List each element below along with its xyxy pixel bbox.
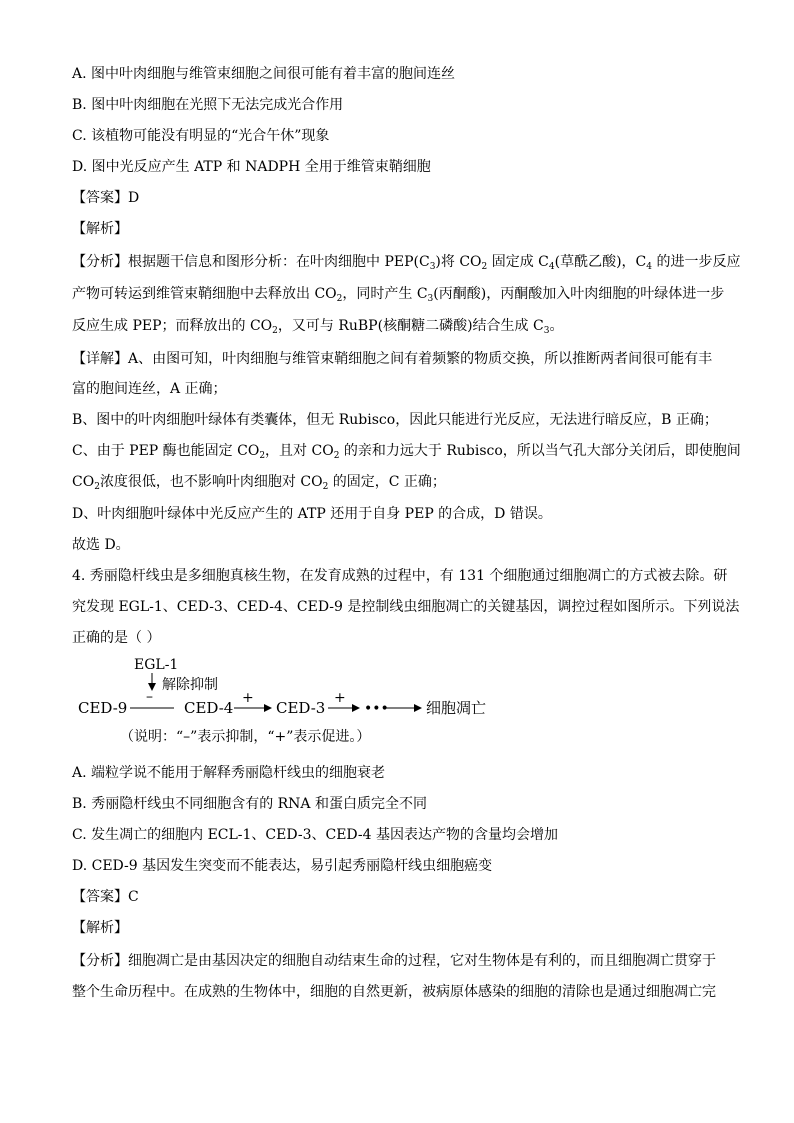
q3-analysis-label: 【解析】 [72,221,128,237]
text: ，又可与 RuBP(核酮糖二磷酸)结合生成 C [277,318,544,334]
text: ，且对 CO [265,443,334,459]
text: C、由于 PEP 酶也能固定 CO [72,443,260,459]
q3-detail-a-line-1 [72,349,712,369]
text: ，同时产生 C [342,286,428,302]
fenxi-label: 【分析】 [72,953,128,969]
q3-option-a: A. 图中叶肉细胞与维管束细胞之间很可能有着丰富的胞间连丝 [72,66,456,82]
egl1-label: EGL-1 [134,657,179,673]
subscript: 3 [429,262,436,272]
text: 固定成 C [487,254,549,270]
ced3-to-dots-arrow-head [352,704,360,712]
text: 的固定，C 正确； [328,474,446,490]
q4-stem-line-1: 4. 秀丽隐杆线虫是多细胞真核生物，在发育成熟的过程中，有 131 个细胞通过细胞凋亡的方式被去除。研 [72,568,728,584]
remove-inhibit-label: 解除抑制 [162,677,218,693]
q3-answer [72,188,139,208]
text: 产物可转运到维管束鞘细胞中去释放出 CO [72,286,337,302]
text: (草酰乙酸)，C [554,254,647,270]
plus-sign-1: + [242,690,254,706]
fenxi-label: 【分析】 [72,254,128,270]
plus-sign-2: + [334,690,346,706]
subscript: 2 [259,451,266,461]
subscript: 4 [646,262,652,272]
q3-detail-a-line-2: 富的胞间连丝，A 正确； [72,381,227,397]
subscript: 2 [481,262,488,272]
q4-stem-line-3: 正确的是（ ） [72,630,161,646]
text: CO [72,474,95,490]
q3-detail-d: D、叶肉细胞叶绿体中光反应产生的 ATP 还用于自身 PEP 的合成，D 错误。 [72,506,552,522]
ced3-label: CED-3 [276,699,326,717]
answer-label: 【答案】 [72,190,128,206]
q3-fenxi-line-1 [72,252,740,272]
subscript: 2 [322,482,329,492]
subscript: 4 [548,262,555,272]
text: 。 [549,318,564,334]
minus-sign: – [146,689,153,705]
diagram-note: （说明：“–”表示抑制，“+”表示促进。） [120,729,371,745]
subscript: 2 [94,482,100,492]
subscript: 2 [272,326,278,336]
text: )将 CO [435,254,482,270]
q3-option-c: C. 该植物可能没有明显的“光合午休”现象 [72,128,330,144]
q3-detail-c-line-1 [72,441,741,461]
text: 根据题干信息和图形分析：在叶肉细胞中 PEP(C [128,254,430,270]
answer-label: 【答案】 [72,889,128,905]
q4-analysis-label: 【解析】 [72,920,128,936]
q4-fenxi-line-2: 整个生命历程中。在成熟的生物体中，细胞的自然更新，被病原体感染的细胞的清除也是通过细胞凋亡完 [72,984,716,1000]
subscript: 3 [427,294,434,304]
apoptosis-pathway-diagram [78,655,518,750]
q4-answer [72,887,139,907]
q3-option-b: B. 图中叶肉细胞在光照下无法完成光合作用 [72,97,344,113]
apoptosis-label: 细胞凋亡 [426,699,487,717]
q3-conclusion: 故选 D。 [72,537,130,553]
q4-option-a: A. 端粒学说不能用于解释秀丽隐杆线虫的细胞衰老 [72,765,386,781]
text: 的进一步反应 [652,254,741,270]
dots-to-apoptosis-arrow-head [414,704,422,712]
ellipsis-dots: ••• [364,701,389,717]
text: (丙酮酸)，丙酮酸加入叶肉细胞的叶绿体进一步 [433,286,725,302]
ced9-label: CED-9 [78,699,128,717]
q4-option-d: D. CED-9 基因发生突变而不能表达，易引起秀丽隐杆线虫细胞癌变 [72,858,493,874]
subscript: 2 [336,294,343,304]
text: A、由图可知，叶肉细胞与维管束鞘细胞之间有着频繁的物质交换，所以推断两者间很可能有丰 [128,351,713,367]
q4-option-b: B. 秀丽隐杆线虫不同细胞含有的 RNA 和蛋白质完全不同 [72,796,427,812]
q3-detail-b: B、图中的叶肉细胞叶绿体有类囊体，但无 Rubisco，因此只能进行光反应，无法进行暗反应，B 正确； [72,412,718,428]
q3-fenxi-line-3 [72,316,563,336]
text: 浓度很低，也不影响叶肉细胞对 CO [99,474,323,490]
q3-fenxi-line-2 [72,284,724,304]
subscript: 3 [543,326,550,336]
answer-value: D [128,190,140,206]
q3-option-d: D. 图中光反应产生 ATP 和 NADPH 全用于维管束鞘细胞 [72,159,431,175]
answer-value: C [128,889,139,905]
text: 反应生成 PEP；而释放出的 CO [72,318,273,334]
q4-fenxi-line-1 [72,951,716,971]
text: 的亲和力远大于 Rubisco，所以当气孔大部分关闭后，即使胞间 [339,443,741,459]
q4-option-c: C. 发生凋亡的细胞内 ECL-1、CED-3、CED-4 基因表达产物的含量均会增加 [72,827,558,843]
ced4-to-ced3-arrow-head [264,704,272,712]
detail-label: 【详解】 [72,351,128,367]
q4-stem-line-2: 究发现 EGL-1、CED-3、CED-4、CED-9 是控制线虫细胞凋亡的关键基因，调控过程如图所示。下列说法 [72,599,740,615]
text: 细胞凋亡是由基因决定的细胞自动结束生命的过程，它对生物体是有利的，而且细胞凋亡贯穿于 [128,953,716,969]
ced4-label: CED-4 [184,699,234,717]
subscript: 2 [333,451,340,461]
q3-detail-c-line-2 [72,472,446,492]
